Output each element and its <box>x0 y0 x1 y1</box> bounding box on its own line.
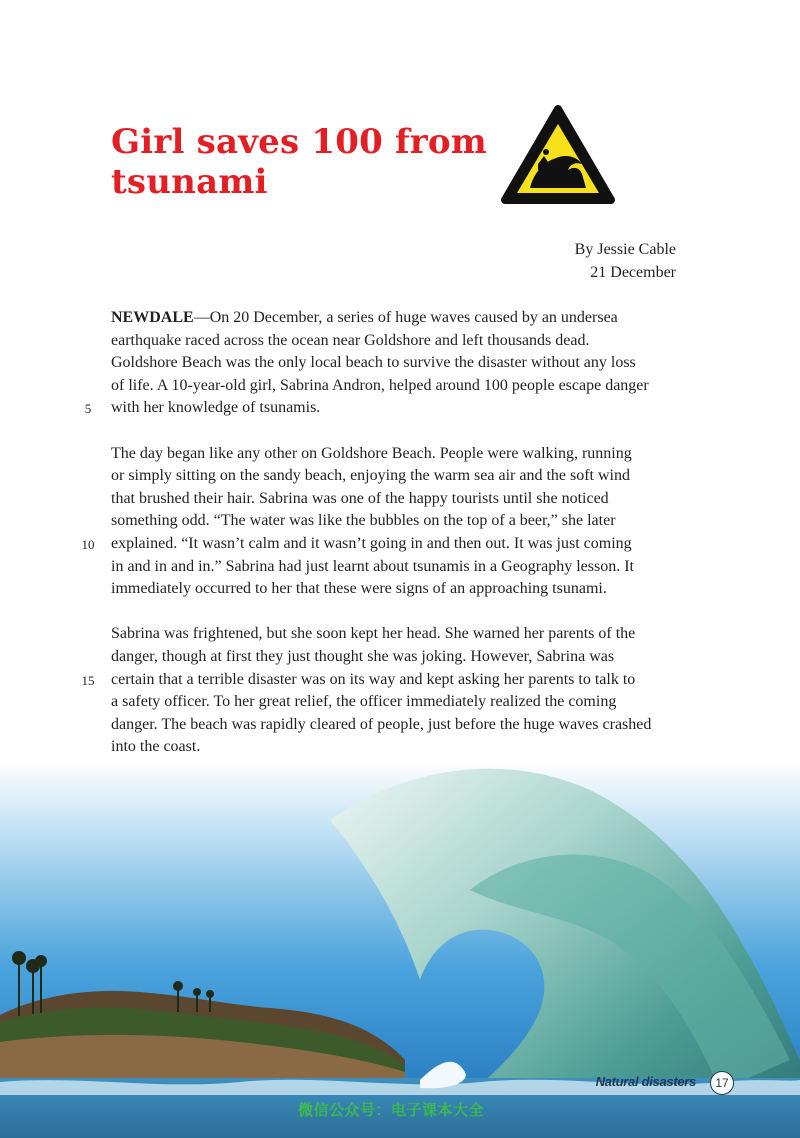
line-number: 15 <box>81 673 95 688</box>
text-line: into the coast. <box>111 738 201 756</box>
text-line: Goldshore Beach was the only local beach to survive the disaster without any loss <box>111 354 636 372</box>
text-line: Sabrina was frightened, but she soon kept her head. She warned her parents of the <box>111 625 636 643</box>
text-line: with her knowledge of tsunamis. <box>111 399 321 417</box>
text-line: a safety officer. To her great relief, the officer immediately realized the coming <box>111 693 617 711</box>
tsunami-warning-sign-icon <box>500 104 616 206</box>
text-line: NEWDALE—On 20 December, a series of huge waves caused by an undersea <box>111 309 618 326</box>
text-line: that brushed their hair. Sabrina was one of the happy tourists until she noticed <box>111 489 609 507</box>
text-line: explained. “It wasn’t calm and it wasn’t going in and then out. It was just coming <box>111 534 632 552</box>
watermark-text: 微信公众号：电子课本大全 <box>298 1101 485 1119</box>
text-line: something odd. “The water was like the bubbles on the top of a beer,” she later <box>111 512 616 530</box>
text-line: or simply sitting on the sandy beach, enjoying the warm sea air and the soft wind <box>111 467 630 485</box>
text-line: in and in and in.” Sabrina had just learnt about tsunamis in a Geography lesson. It <box>111 557 634 575</box>
article-body <box>111 307 681 781</box>
line-number: 5 <box>84 401 92 416</box>
page-number: 17 <box>710 1071 734 1095</box>
text-line: danger. The beach was rapidly cleared of people, just before the huge waves crashed <box>111 715 652 733</box>
byline-author: By Jessie Cable <box>574 241 676 258</box>
text-line: immediately occurred to her that these were signs of an approaching tsunami. <box>111 580 607 598</box>
line-number: 10 <box>81 537 95 552</box>
text-line: danger, though at first they just thought she was joking. However, Sabrina was <box>111 647 615 665</box>
paragraph-1 <box>111 307 681 420</box>
text-line: of life. A 10-year-old girl, Sabrina Andron, helped around 100 people escape danger <box>111 376 649 394</box>
paragraph-2 <box>111 443 681 601</box>
title-line-2: tsunami <box>111 162 268 202</box>
section-label: Natural disasters <box>595 1074 696 1089</box>
title-line-1: Girl saves 100 from <box>111 122 487 162</box>
byline <box>575 238 676 284</box>
text-line: earthquake raced across the ocean near Goldshore and left thousands dead. <box>111 331 590 349</box>
article-title <box>111 122 511 202</box>
dateline: NEWDALE <box>111 309 194 326</box>
byline-date: 21 December <box>590 264 676 281</box>
text-line: certain that a terrible disaster was on its way and kept asking her parents to talk to <box>111 670 636 688</box>
text-line: The day began like any other on Goldshore Beach. People were walking, running <box>111 444 632 462</box>
paragraph-3 <box>111 623 681 759</box>
